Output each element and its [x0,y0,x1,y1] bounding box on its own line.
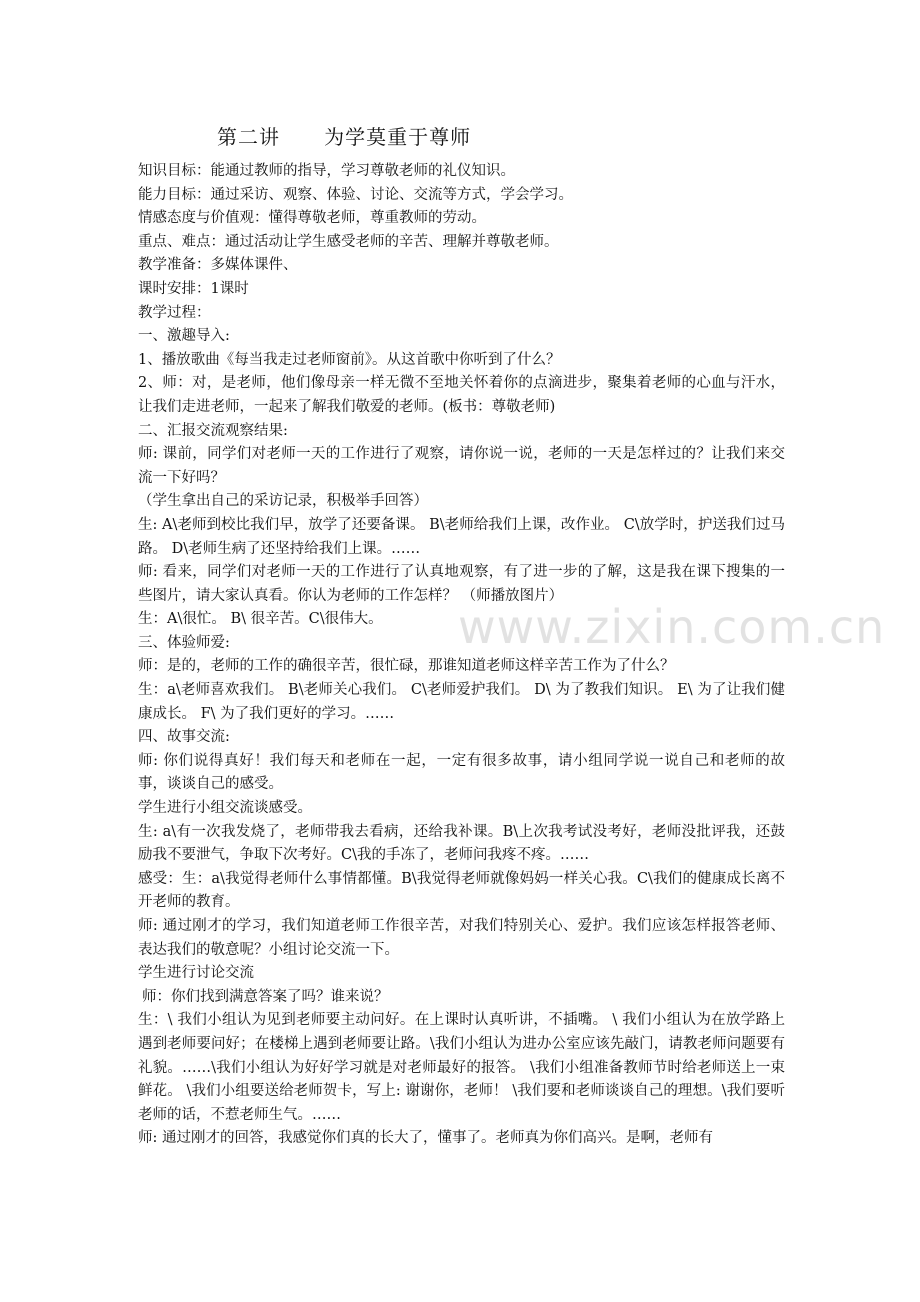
paragraph: 生: A\老师到校比我们早，放学了还要备课。 B\老师给我们上课，改作业。 C\放学时，护送我们过马路。 D\老师生病了还坚持给我们上课。…… [138,516,785,557]
paragraph: 生：\ 我们小组认为见到老师要主动问好。在上课时认真听讲，不插嘴。 \ 我们小组认为在放学路上遇到老师要问好；在楼梯上遇到老师要让路。\我们小组认为进办公室应该先敲门，请教老师问题要有礼貌。……\我们小组认为好好学习就是对老师最好的报答。 \我们小组准备教师节时给老师送上一束鲜花。 \我们小组要送给老师贺卡，写上: 谢谢你，老师！ \我们要和老师谈谈自己的理想。\我们要听老师的话，不惹老师生气。…… [138,1012,785,1123]
paragraph: 重点、难点：通过活动让学生感受老师的辛苦、理解并尊敬老师。 [138,233,559,250]
section-heading: 三、体验师爱: [138,634,230,651]
paragraph: 情感态度与价值观：懂得尊敬老师，尊重教师的劳动。 [138,210,486,227]
paragraph: 生：a\老师喜欢我们。 B\老师关心我们。 C\老师爱护我们。 D\ 为了教我们知识。 E\ 为了让我们健康成长。 F\ 为了我们更好的学习。…… [138,682,785,722]
paragraph: 师: 通过刚才的学习，我们知道老师工作很辛苦，对我们特别关心、爱护。我们应该怎样报答老师、表达我们的敬意呢？小组讨论交流一下。 [138,918,785,958]
paragraph: 感受：生：a\我觉得老师什么事情都懂。B\我觉得老师就像妈妈一样关心我。C\我们的健康成长离不开老师的教育。 [138,870,785,911]
paragraph: 1、播放歌曲《每当我走过老师窗前》。从这首歌中你听到了什么？ [138,351,561,368]
document-title: 第二讲 为学莫重于尊师 [217,125,472,149]
paragraph: 师: 课前，同学们对老师一天的工作进行了观察，请你说一说，老师的一天是怎样过的？让我们来交流一下好吗？ [138,446,785,486]
paragraph: 师：是的，老师的工作的确很辛苦，很忙碌，那谁知道老师这样辛苦工作为了什么？ [138,658,675,675]
document-body [138,160,785,1151]
paragraph: 生: a\有一次我发烧了，老师带我去看病，还给我补课。B\上次我考试没考好，老师没批评我，还鼓励我不要泄气，争取下次考好。C\我的手冻了，老师问我疼不疼。…… [138,823,785,864]
paragraph: 师: 通过刚才的回答，我感觉你们真的长大了，懂事了。老师真为你们高兴。是啊，老师有 [138,1130,713,1147]
paragraph: 生：A\很忙。 B\ 很辛苦。C\很伟大。 [138,611,383,628]
paragraph: （学生拿出自己的采访记录，积极举手回答） [138,493,428,510]
paragraph: 2、师：对，是老师，他们像母亲一样无微不至地关怀着你的点滴进步，聚集着老师的心血与汗水，让我们走进老师，一起来了解我们敬爱的老师。(板书：尊敬老师) [138,375,785,415]
paragraph: 知识目标：能通过教师的指导，学习尊敬老师的礼仪知识。 [138,163,515,179]
section-heading: 二、汇报交流观察结果: [138,422,288,439]
paragraph: 教学过程： [138,304,211,321]
paragraph: 学生进行讨论交流 [138,965,254,982]
paragraph: 课时安排：1课时 [138,280,249,297]
section-heading: 四、故事交流: [138,729,230,746]
section-heading: 一、激趣导入: [138,328,230,345]
watermark: www.zixin.com.cn [458,600,886,654]
paragraph: 师: 你们说得真好！我们每天和老师在一起，一定有很多故事，请小组同学说一说自己和老师的故事，谈谈自己的感受。 [138,752,785,793]
paragraph: 师: 看来，同学们对老师一天的工作进行了认真地观察，有了进一步的了解，这是我在课下搜集的一些图片，请大家认真看。你认为老师的工作怎样？ （师播放图片） [138,564,785,604]
paragraph: 学生进行小组交流谈感受。 [138,800,312,817]
paragraph: 教学准备：多媒体课件、 [138,257,298,274]
paragraph: 师：你们找到满意答案了吗？谁来说？ [142,988,389,1005]
paragraph: 能力目标：通过采访、观察、体验、讨论、交流等方式，学会学习。 [138,186,573,203]
